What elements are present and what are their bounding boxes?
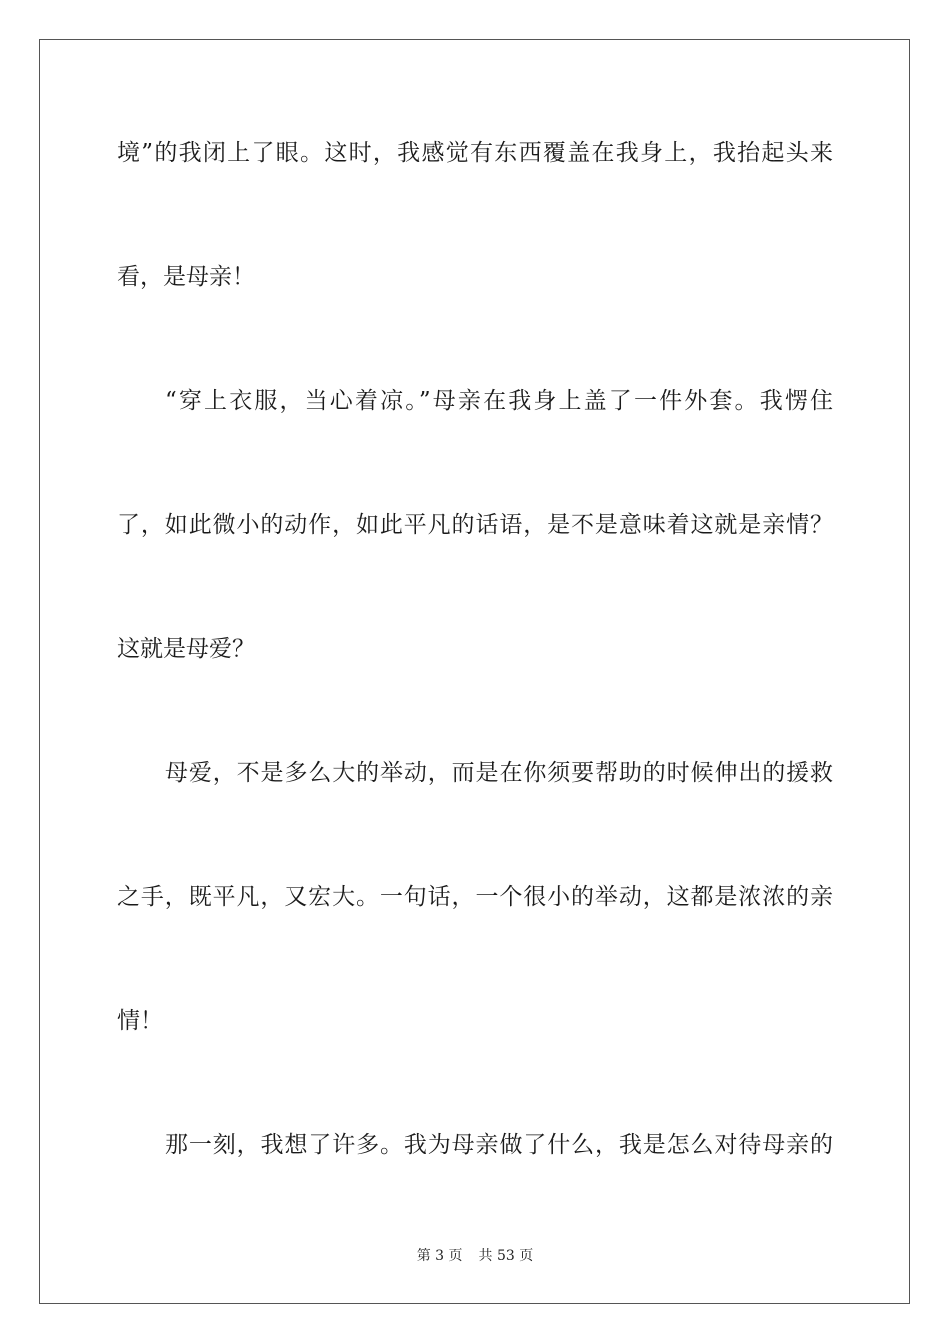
page-footer	[0, 1246, 950, 1266]
text-line: 情！	[117, 1008, 163, 1034]
text-line: 了，如此微小的动作，如此平凡的话语，是不是意味着这就是亲情？	[117, 512, 833, 538]
text-line: 那一刻，我想了许多。我为母亲做了什么，我是怎么对待母亲的	[165, 1132, 833, 1158]
text-line: 看，是母亲！	[117, 264, 255, 290]
text-line: 这就是母爱？	[117, 636, 255, 662]
page-frame	[39, 39, 910, 1304]
text-line: 之手，既平凡，又宏大。一句话，一个很小的举动，这都是浓浓的亲	[117, 884, 833, 910]
page-number: 第 3 页	[416, 1248, 463, 1264]
text-line: 母爱，不是多么大的举动，而是在你须要帮助的时候伸出的援救	[165, 760, 833, 786]
page-total: 共 53 页	[478, 1248, 534, 1264]
text-line: 境”的我闭上了眼。这时，我感觉有东西覆盖在我身上，我抬起头来	[117, 140, 833, 166]
text-line: “穿上衣服，当心着凉。”母亲在我身上盖了一件外套。我愣住	[165, 388, 833, 414]
